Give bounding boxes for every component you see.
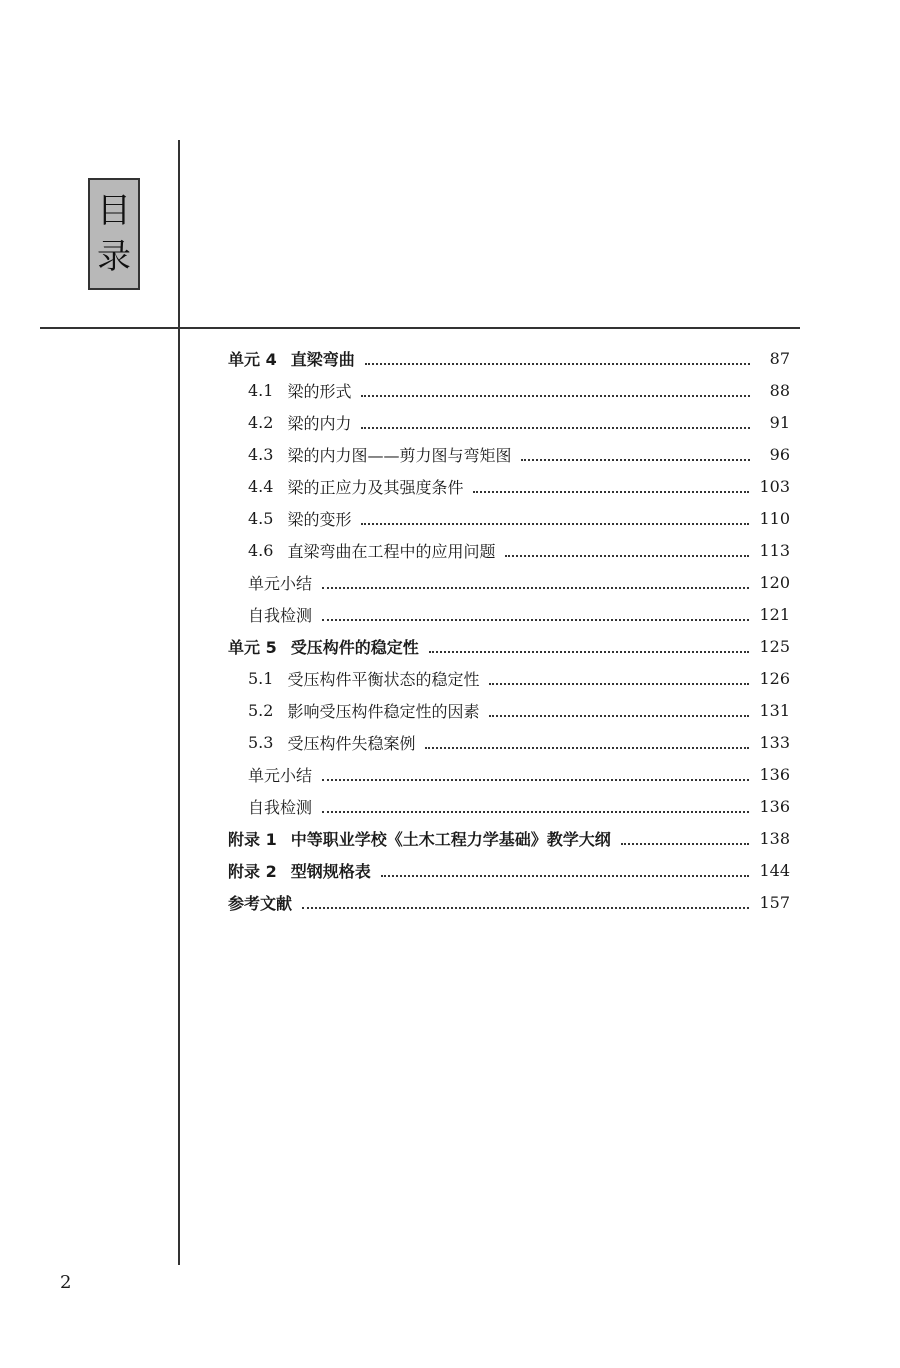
dot-leader <box>473 483 749 493</box>
toc-entry-title: 梁的内力 <box>287 413 352 433</box>
toc-entry[interactable] <box>228 470 790 502</box>
vertical-rule <box>178 140 180 1265</box>
dot-leader <box>322 803 749 813</box>
toc-entry-number: 单元 4 <box>228 349 277 369</box>
toc-entry-page: 103 <box>759 476 790 496</box>
toc-entry[interactable] <box>228 374 790 406</box>
toc-entry-title: 型钢规格表 <box>290 861 371 881</box>
toc-entry[interactable] <box>228 566 790 598</box>
toc-entry[interactable] <box>228 694 790 726</box>
toc-entry-number: 5.3 <box>248 732 274 752</box>
toc-entry[interactable] <box>228 822 790 854</box>
dot-leader <box>489 707 749 717</box>
toc-entry-title: 受压构件平衡状态的稳定性 <box>287 669 480 689</box>
toc-entry-number: 单元 5 <box>228 637 277 657</box>
toc-entry-title: 受压构件失稳案例 <box>287 733 416 753</box>
toc-entry[interactable] <box>228 598 790 630</box>
toc-entry[interactable] <box>228 630 790 662</box>
toc-entry-page: 87 <box>769 348 790 368</box>
toc-entry[interactable] <box>228 534 790 566</box>
toc-heading-char-1: 目 <box>97 191 131 231</box>
dot-leader <box>489 675 749 685</box>
toc-entry[interactable] <box>228 502 790 534</box>
toc-entry-number: 5.2 <box>248 700 274 720</box>
dot-leader <box>505 547 749 557</box>
toc-entry-page: 113 <box>759 540 790 560</box>
toc-entry-page: 133 <box>759 732 790 752</box>
page-number: 2 <box>60 1272 72 1293</box>
dot-leader <box>429 643 750 653</box>
toc-heading-char-2: 录 <box>97 237 131 277</box>
toc-entry-title: 自我检测 <box>248 797 313 817</box>
toc-entry-title: 梁的形式 <box>287 381 352 401</box>
toc-entry-page: 96 <box>769 444 790 464</box>
toc-entry[interactable] <box>228 790 790 822</box>
dot-leader <box>365 355 750 365</box>
toc-entry[interactable] <box>228 726 790 758</box>
toc-entry[interactable] <box>228 662 790 694</box>
toc-entry-number: 5.1 <box>248 668 274 688</box>
dot-leader <box>361 515 749 525</box>
dot-leader <box>322 611 749 621</box>
toc-entry[interactable] <box>228 406 790 438</box>
toc-entry-page: 131 <box>759 700 790 720</box>
toc-entry-page: 121 <box>759 604 790 624</box>
horizontal-rule <box>40 327 800 329</box>
toc-entry-number: 4.1 <box>248 380 274 400</box>
toc-entry-number: 附录 1 <box>228 829 277 849</box>
toc-entry-title: 直梁弯曲在工程中的应用问题 <box>287 541 496 561</box>
dot-leader <box>521 451 750 461</box>
toc-entry-title: 单元小结 <box>248 765 313 785</box>
toc-entry-number: 4.3 <box>248 444 274 464</box>
toc-entry-title: 梁的变形 <box>287 509 352 529</box>
dot-leader <box>322 579 749 589</box>
toc-entry-title: 参考文献 <box>228 893 293 913</box>
dot-leader <box>361 387 750 397</box>
toc-entry[interactable] <box>228 886 790 918</box>
toc-entry-number: 4.6 <box>248 540 274 560</box>
dot-leader <box>381 867 750 877</box>
toc-entry-title: 直梁弯曲 <box>290 349 355 369</box>
toc-entry-page: 136 <box>759 796 790 816</box>
toc-entry-page: 120 <box>759 572 790 592</box>
toc-entry-number: 附录 2 <box>228 861 277 881</box>
toc-entry-page: 91 <box>769 412 790 432</box>
toc-entry-title: 中等职业学校《土木工程力学基础》教学大纲 <box>290 829 611 849</box>
toc-entry-title: 影响受压构件稳定性的因素 <box>287 701 480 721</box>
toc-entry-page: 136 <box>759 764 790 784</box>
toc-entry-title: 梁的正应力及其强度条件 <box>287 477 464 497</box>
toc-entry[interactable] <box>228 342 790 374</box>
dot-leader <box>322 771 749 781</box>
toc-heading-box <box>88 178 140 290</box>
dot-leader <box>621 835 750 845</box>
toc-entry-title: 单元小结 <box>248 573 313 593</box>
toc-entry-title: 自我检测 <box>248 605 313 625</box>
toc-entry-page: 88 <box>769 380 790 400</box>
toc-entry[interactable] <box>228 438 790 470</box>
dot-leader <box>302 899 749 909</box>
toc-entry[interactable] <box>228 854 790 886</box>
toc-entry-page: 126 <box>759 668 790 688</box>
toc-entry[interactable] <box>228 758 790 790</box>
toc-entry-page: 138 <box>759 828 790 848</box>
toc-entry-page: 144 <box>759 860 790 880</box>
toc-entry-number: 4.2 <box>248 412 274 432</box>
toc-entry-page: 157 <box>759 892 790 912</box>
toc-entry-page: 110 <box>759 508 790 528</box>
toc-entry-number: 4.5 <box>248 508 274 528</box>
toc-entry-number: 4.4 <box>248 476 274 496</box>
toc-entry-title: 受压构件的稳定性 <box>290 637 419 657</box>
toc-entry-title: 梁的内力图——剪力图与弯矩图 <box>287 445 512 465</box>
dot-leader <box>425 739 749 749</box>
dot-leader <box>361 419 750 429</box>
table-of-contents <box>228 342 790 918</box>
toc-entry-page: 125 <box>759 636 790 656</box>
